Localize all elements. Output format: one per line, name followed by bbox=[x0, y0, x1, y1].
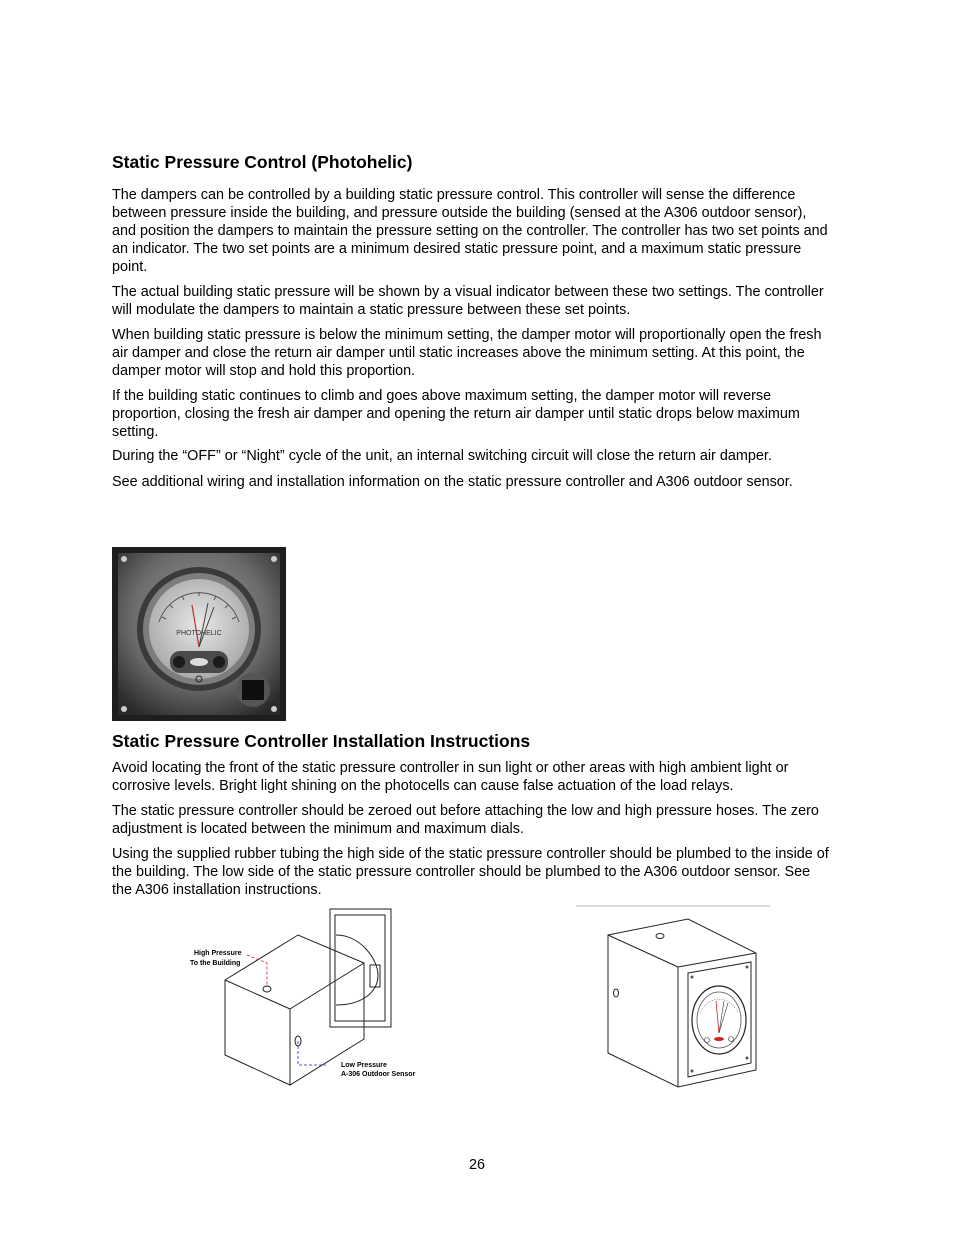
photohelic-gauge-photo bbox=[112, 547, 286, 721]
to-building-label: To the Building bbox=[190, 960, 241, 967]
paragraph: Avoid locating the front of the static pressure controller in sun light or other areas with high ambient light or corrosive levels. Bright light shining on the photocells can cause false actuation of the load relays. bbox=[112, 760, 789, 794]
paragraph: During the “OFF” or “Night” cycle of the unit, an internal switching circuit will close the return air damper. bbox=[112, 448, 772, 464]
page-number: 26 bbox=[468, 1157, 485, 1173]
paragraph: The dampers can be controlled by a building static pressure control. This controller will sense the difference between pressure inside the building, and pressure outside the building (sensed at the A306 outdoor sensor), and position the dampers to maintain the pressure setting on the controller. The controller has two set points and an indicator. The two set points are a minimum desired static pressure point, and a maximum static pressure point. bbox=[112, 187, 828, 275]
controller-enclosure-diagram bbox=[576, 905, 770, 1090]
pressure-ports-diagram bbox=[186, 905, 426, 1090]
high-pressure-label: High Pressure bbox=[194, 950, 242, 957]
paragraph: When building static pressure is below the minimum setting, the damper motor will proportionally open the fresh air damper and close the return air damper until static increases above the minimum setting. At this point, the damper motor will stop and hold this proportion. bbox=[112, 327, 822, 379]
paragraph: The actual building static pressure will be shown by a visual indicator between these two settings. The controller will modulate the dampers to maintain a static pressure between these set points. bbox=[112, 284, 824, 318]
gauge-brand-text: PHOTOHELIC bbox=[176, 630, 222, 637]
paragraph: Using the supplied rubber tubing the high side of the static pressure controller should be plumbed to the inside of the building. The low side of the static pressure controller should be plumbed to the A306 outdoor sensor. See the A306 installation instructions. bbox=[112, 846, 829, 898]
paragraph: If the building static continues to climb and goes above maximum setting, the damper motor will reverse proportion, closing the fresh air damper and opening the return air damper until static drops below maximum setting. bbox=[112, 388, 800, 440]
paragraph: See additional wiring and installation information on the static pressure controller and A306 outdoor sensor. bbox=[112, 474, 793, 490]
section-heading-photohelic: Static Pressure Control (Photohelic) bbox=[112, 152, 413, 172]
outdoor-sensor-label: A-306 Outdoor Sensor bbox=[341, 1071, 416, 1078]
low-pressure-label: Low Pressure bbox=[341, 1062, 387, 1069]
section-heading-installation: Static Pressure Controller Installation Instructions bbox=[112, 731, 531, 751]
paragraph: The static pressure controller should be zeroed out before attaching the low and high pressure hoses. The zero adjustment is located between the minimum and maximum dials. bbox=[112, 803, 819, 837]
